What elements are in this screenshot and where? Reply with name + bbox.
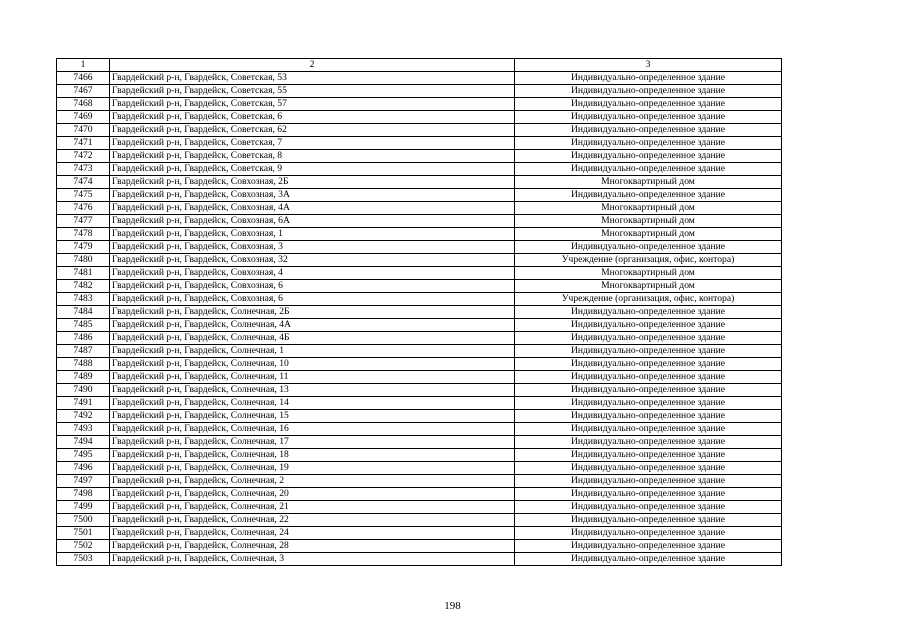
table-row: [57, 332, 782, 345]
table-row: [57, 553, 782, 566]
object-type-cell: Индивидуально-определенное здание: [515, 553, 782, 566]
object-type-cell: Многоквартирный дом: [515, 280, 782, 293]
object-type-cell: Индивидуально-определенное здание: [515, 410, 782, 423]
table-row: [57, 462, 782, 475]
table-row: [57, 319, 782, 332]
object-type-cell: Индивидуально-определенное здание: [515, 72, 782, 85]
object-type-cell: Индивидуально-определенное здание: [515, 488, 782, 501]
table-row: [57, 501, 782, 514]
table-row: [57, 228, 782, 241]
address-cell: Гвардейский р-н, Гвардейск, Советская, 57: [110, 98, 515, 111]
table-row: [57, 280, 782, 293]
address-cell: Гвардейский р-н, Гвардейск, Солнечная, 2: [110, 475, 515, 488]
row-number-cell: 7500: [57, 514, 110, 527]
row-number-cell: 7497: [57, 475, 110, 488]
address-cell: Гвардейский р-н, Гвардейск, Совхозная, 4А: [110, 202, 515, 215]
table-row: [57, 540, 782, 553]
row-number-cell: 7468: [57, 98, 110, 111]
row-number-cell: 7471: [57, 137, 110, 150]
object-type-cell: Индивидуально-определенное здание: [515, 332, 782, 345]
object-type-cell: Индивидуально-определенное здание: [515, 345, 782, 358]
address-cell: Гвардейский р-н, Гвардейск, Солнечная, 3: [110, 553, 515, 566]
address-cell: Гвардейский р-н, Гвардейск, Солнечная, 22: [110, 514, 515, 527]
row-number-cell: 7480: [57, 254, 110, 267]
row-number-cell: 7501: [57, 527, 110, 540]
row-number-cell: 7476: [57, 202, 110, 215]
address-cell: Гвардейский р-н, Гвардейск, Солнечная, 19: [110, 462, 515, 475]
address-cell: Гвардейский р-н, Гвардейск, Совхозная, 2Б: [110, 176, 515, 189]
row-number-cell: 7495: [57, 449, 110, 462]
row-number-cell: 7487: [57, 345, 110, 358]
table-row: [57, 254, 782, 267]
table-row: [57, 397, 782, 410]
row-number-cell: 7479: [57, 241, 110, 254]
object-type-cell: Индивидуально-определенное здание: [515, 527, 782, 540]
address-cell: Гвардейский р-н, Гвардейск, Солнечная, 13: [110, 384, 515, 397]
object-type-cell: Многоквартирный дом: [515, 202, 782, 215]
object-type-cell: Индивидуально-определенное здание: [515, 85, 782, 98]
table-row: [57, 72, 782, 85]
table-row: [57, 410, 782, 423]
row-number-cell: 7492: [57, 410, 110, 423]
row-number-cell: 7469: [57, 111, 110, 124]
row-number-cell: 7485: [57, 319, 110, 332]
address-cell: Гвардейский р-н, Гвардейск, Совхозная, 3: [110, 241, 515, 254]
table-row: [57, 267, 782, 280]
table-row: [57, 449, 782, 462]
table-row: [57, 137, 782, 150]
row-number-cell: 7467: [57, 85, 110, 98]
row-number-cell: 7477: [57, 215, 110, 228]
address-cell: Гвардейский р-н, Гвардейск, Солнечная, 24: [110, 527, 515, 540]
object-type-cell: Учреждение (организация, офис, контора): [515, 254, 782, 267]
table-row: [57, 423, 782, 436]
row-number-cell: 7488: [57, 358, 110, 371]
table-row: [57, 436, 782, 449]
address-cell: Гвардейский р-н, Гвардейск, Советская, 9: [110, 163, 515, 176]
object-type-cell: Многоквартирный дом: [515, 215, 782, 228]
object-type-cell: Индивидуально-определенное здание: [515, 449, 782, 462]
row-number-cell: 7483: [57, 293, 110, 306]
address-cell: Гвардейский р-н, Гвардейск, Советская, 55: [110, 85, 515, 98]
row-number-cell: 7493: [57, 423, 110, 436]
row-number-cell: 7482: [57, 280, 110, 293]
object-type-cell: Индивидуально-определенное здание: [515, 124, 782, 137]
table-row: [57, 527, 782, 540]
object-type-cell: Индивидуально-определенное здание: [515, 397, 782, 410]
object-type-cell: Индивидуально-определенное здание: [515, 150, 782, 163]
address-cell: Гвардейский р-н, Гвардейск, Солнечная, 17: [110, 436, 515, 449]
object-type-cell: Индивидуально-определенное здание: [515, 163, 782, 176]
object-type-cell: Индивидуально-определенное здание: [515, 462, 782, 475]
address-cell: Гвардейский р-н, Гвардейск, Совхозная, 4: [110, 267, 515, 280]
object-type-cell: Индивидуально-определенное здание: [515, 306, 782, 319]
table-row: [57, 111, 782, 124]
column-header-type: 3: [515, 59, 782, 72]
object-type-cell: Индивидуально-определенное здание: [515, 111, 782, 124]
address-cell: Гвардейский р-н, Гвардейск, Советская, 53: [110, 72, 515, 85]
column-header-address: 2: [110, 59, 515, 72]
row-number-cell: 7470: [57, 124, 110, 137]
row-number-cell: 7489: [57, 371, 110, 384]
address-cell: Гвардейский р-н, Гвардейск, Солнечная, 28: [110, 540, 515, 553]
table-row: [57, 371, 782, 384]
table-row: [57, 215, 782, 228]
table-row: [57, 358, 782, 371]
table-row: [57, 241, 782, 254]
address-cell: Гвардейский р-н, Гвардейск, Совхозная, 1: [110, 228, 515, 241]
address-cell: Гвардейский р-н, Гвардейск, Солнечная, 20: [110, 488, 515, 501]
object-type-cell: Индивидуально-определенное здание: [515, 436, 782, 449]
address-cell: Гвардейский р-н, Гвардейск, Совхозная, 6: [110, 280, 515, 293]
table-header-row: [57, 59, 782, 72]
object-type-cell: Многоквартирный дом: [515, 267, 782, 280]
address-cell: Гвардейский р-н, Гвардейск, Солнечная, 21: [110, 501, 515, 514]
object-type-cell: Индивидуально-определенное здание: [515, 189, 782, 202]
address-cell: Гвардейский р-н, Гвардейск, Солнечная, 11: [110, 371, 515, 384]
address-cell: Гвардейский р-н, Гвардейск, Совхозная, 6А: [110, 215, 515, 228]
table-row: [57, 150, 782, 163]
object-type-cell: Индивидуально-определенное здание: [515, 423, 782, 436]
object-type-cell: Многоквартирный дом: [515, 228, 782, 241]
address-cell: Гвардейский р-н, Гвардейск, Солнечная, 10: [110, 358, 515, 371]
object-type-cell: Индивидуально-определенное здание: [515, 475, 782, 488]
registry-table: [56, 58, 782, 566]
address-cell: Гвардейский р-н, Гвардейск, Советская, 8: [110, 150, 515, 163]
table-row: [57, 163, 782, 176]
row-number-cell: 7484: [57, 306, 110, 319]
address-cell: Гвардейский р-н, Гвардейск, Солнечная, 4А: [110, 319, 515, 332]
row-number-cell: 7481: [57, 267, 110, 280]
table-row: [57, 514, 782, 527]
page-number: 198: [444, 600, 461, 612]
table-row: [57, 202, 782, 215]
row-number-cell: 7466: [57, 72, 110, 85]
object-type-cell: Учреждение (организация, офис, контора): [515, 293, 782, 306]
table-row: [57, 189, 782, 202]
row-number-cell: 7502: [57, 540, 110, 553]
table-row: [57, 124, 782, 137]
object-type-cell: Индивидуально-определенное здание: [515, 371, 782, 384]
column-header-number: 1: [57, 59, 110, 72]
address-cell: Гвардейский р-н, Гвардейск, Солнечная, 15: [110, 410, 515, 423]
object-type-cell: Индивидуально-определенное здание: [515, 319, 782, 332]
registry-table-body: [57, 59, 782, 566]
row-number-cell: 7475: [57, 189, 110, 202]
object-type-cell: Индивидуально-определенное здание: [515, 241, 782, 254]
object-type-cell: Индивидуально-определенное здание: [515, 514, 782, 527]
row-number-cell: 7490: [57, 384, 110, 397]
row-number-cell: 7486: [57, 332, 110, 345]
object-type-cell: Индивидуально-определенное здание: [515, 137, 782, 150]
row-number-cell: 7499: [57, 501, 110, 514]
table-row: [57, 306, 782, 319]
address-cell: Гвардейский р-н, Гвардейск, Солнечная, 4Б: [110, 332, 515, 345]
table-row: [57, 98, 782, 111]
table-row: [57, 488, 782, 501]
object-type-cell: Индивидуально-определенное здание: [515, 501, 782, 514]
address-cell: Гвардейский р-н, Гвардейск, Солнечная, 16: [110, 423, 515, 436]
table-row: [57, 345, 782, 358]
address-cell: Гвардейский р-н, Гвардейск, Солнечная, 14: [110, 397, 515, 410]
object-type-cell: Индивидуально-определенное здание: [515, 98, 782, 111]
row-number-cell: 7498: [57, 488, 110, 501]
row-number-cell: 7478: [57, 228, 110, 241]
row-number-cell: 7472: [57, 150, 110, 163]
address-cell: Гвардейский р-н, Гвардейск, Совхозная, 32: [110, 254, 515, 267]
row-number-cell: 7503: [57, 553, 110, 566]
object-type-cell: Индивидуально-определенное здание: [515, 358, 782, 371]
row-number-cell: 7474: [57, 176, 110, 189]
object-type-cell: Индивидуально-определенное здание: [515, 540, 782, 553]
row-number-cell: 7491: [57, 397, 110, 410]
row-number-cell: 7473: [57, 163, 110, 176]
object-type-cell: Индивидуально-определенное здание: [515, 384, 782, 397]
table-row: [57, 293, 782, 306]
address-cell: Гвардейский р-н, Гвардейск, Советская, 7: [110, 137, 515, 150]
address-cell: Гвардейский р-н, Гвардейск, Советская, 62: [110, 124, 515, 137]
address-cell: Гвардейский р-н, Гвардейск, Совхозная, 6: [110, 293, 515, 306]
row-number-cell: 7494: [57, 436, 110, 449]
row-number-cell: 7496: [57, 462, 110, 475]
table-row: [57, 384, 782, 397]
address-cell: Гвардейский р-н, Гвардейск, Солнечная, 18: [110, 449, 515, 462]
object-type-cell: Многоквартирный дом: [515, 176, 782, 189]
table-row: [57, 85, 782, 98]
table-row: [57, 475, 782, 488]
address-cell: Гвардейский р-н, Гвардейск, Совхозная, 3А: [110, 189, 515, 202]
address-cell: Гвардейский р-н, Гвардейск, Солнечная, 1: [110, 345, 515, 358]
table-row: [57, 176, 782, 189]
address-cell: Гвардейский р-н, Гвардейск, Солнечная, 2Б: [110, 306, 515, 319]
address-cell: Гвардейский р-н, Гвардейск, Советская, 6: [110, 111, 515, 124]
